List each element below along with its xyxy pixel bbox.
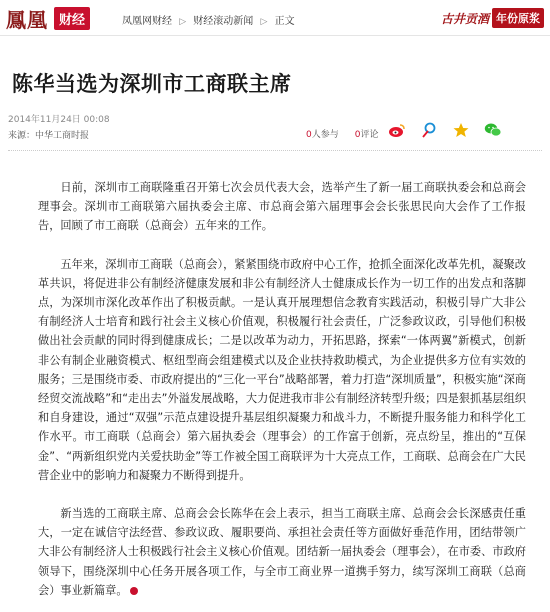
- participants-label: 人参与: [311, 130, 339, 140]
- breadcrumb-item-finance[interactable]: 凤凰网财经: [122, 16, 172, 27]
- participants-stat[interactable]: [306, 127, 339, 140]
- tencent-weibo-icon[interactable]: [420, 122, 438, 138]
- article-paragraph: [38, 504, 526, 600]
- ad-brand: 古井贡酒: [440, 11, 489, 26]
- advertisement-banner[interactable]: [441, 8, 544, 28]
- logo-main: 鳳凰: [6, 7, 48, 32]
- title-divider: [8, 150, 542, 151]
- breadcrumb-separator-icon: ▷: [179, 17, 187, 27]
- participants-count: 0: [306, 130, 312, 140]
- comments-count: 0: [354, 130, 361, 140]
- top-bar: [0, 0, 550, 36]
- ifeng-finance-logo[interactable]: [6, 6, 90, 30]
- article-source: [8, 128, 89, 141]
- article-paragraph: 日前，深圳市工商联隆重召开第七次会员代表大会，选举产生了新一届工商联执委会和总商会理事会。深圳市工商联第六届执委会主席、市总商会第六届理事会会长张思民向大会作了工作报告，回顾了市工商联（总商会）五年来的工作。: [38, 181, 526, 233]
- breadcrumb-item-rolling-news[interactable]: 财经滚动新闻: [193, 16, 254, 27]
- breadcrumb-item-current: 正文: [274, 16, 295, 27]
- article-paragraph-text: 新当选的工商联主席、总商会会长陈华在会上表示，担当工商联主席、总商会会长深感责任重大，一定在诚信守法经营、参政议政、履职要尚、承担社会责任等方面做好垂范作用，团结带领广大非公有制经济人士积极践行社会主义核心价值观。团结新一届执委会（理事会），在市委、市政府领导下，围绕深圳中心任务开展各项工作，与全市工商业界一道携手努力，续写深圳工商联（总商会）事业新篇章。: [38, 507, 526, 597]
- publish-time: 2014年11月24日 00:08: [8, 115, 110, 125]
- article-body: [38, 178, 526, 612]
- wechat-icon[interactable]: [484, 122, 502, 138]
- ad-box: 年份原浆: [492, 8, 544, 28]
- article-end-icon: [130, 587, 138, 595]
- breadcrumb: [122, 12, 295, 27]
- breadcrumb-separator-icon: ▷: [260, 17, 268, 27]
- comments-label: 评论: [360, 130, 379, 140]
- weibo-icon[interactable]: [388, 122, 406, 138]
- logo-tag: 财经: [54, 7, 90, 30]
- source-label: 来源：: [8, 131, 36, 141]
- article-title: 陈华当选为深圳市工商联主席: [12, 72, 292, 96]
- comments-stat[interactable]: [355, 127, 379, 140]
- share-bar: [388, 122, 516, 138]
- article-paragraph: 五年来，深圳市工商联（总商会），紧紧围绕市政府中心工作，抢抓全面深化改革先机，凝聚改革共识，将促进非公有制经济健康发展和非公有制经济人士健康成长作为一切工作的出发点和落脚点，为深圳市深化改革作出了积极贡献。一是认真开展理想信念教育实践活动，积极引导广大非公有制经济人士培育和践行社会主义核心价值观，积极履行社会责任，广泛参政议政，引导他们积极做出社会贡献的同时得到健康成长；二是以改革为动力，开拓思路，探索“一体两翼”新模式，创新非公有制企业融资模式、枢纽型商会组建模式以及企业扶持救助模式，为企业提供多方位有实效的服务；三是围绕市委、市政府提出的“三化一平台”战略部署，着力打造“深圳质量”，积极实施“深商经贸交流战略”和“走出去”外溢发展战略，大力促进我市非公有制经济转型升级；四是狠抓基层组织和自身建设，通过“双强”示范点建设提升基层组织凝聚力和战斗力，不断提升服务能力和科学化工作水平。市工商联（总商会）第六届执委会（理事会）的工作富于创新，亮点纷呈，推出的“互保金”、“两新组织党内关爱扶助金”等工作被全国工商联评为十大亮点工作，工商联、总商会在广大民营企业中的影响力和凝聚力不断得到提升。: [38, 257, 526, 482]
- article-stats: [306, 127, 379, 140]
- source-name[interactable]: 中华工商时报: [35, 131, 90, 141]
- favorite-star-icon[interactable]: [452, 122, 470, 138]
